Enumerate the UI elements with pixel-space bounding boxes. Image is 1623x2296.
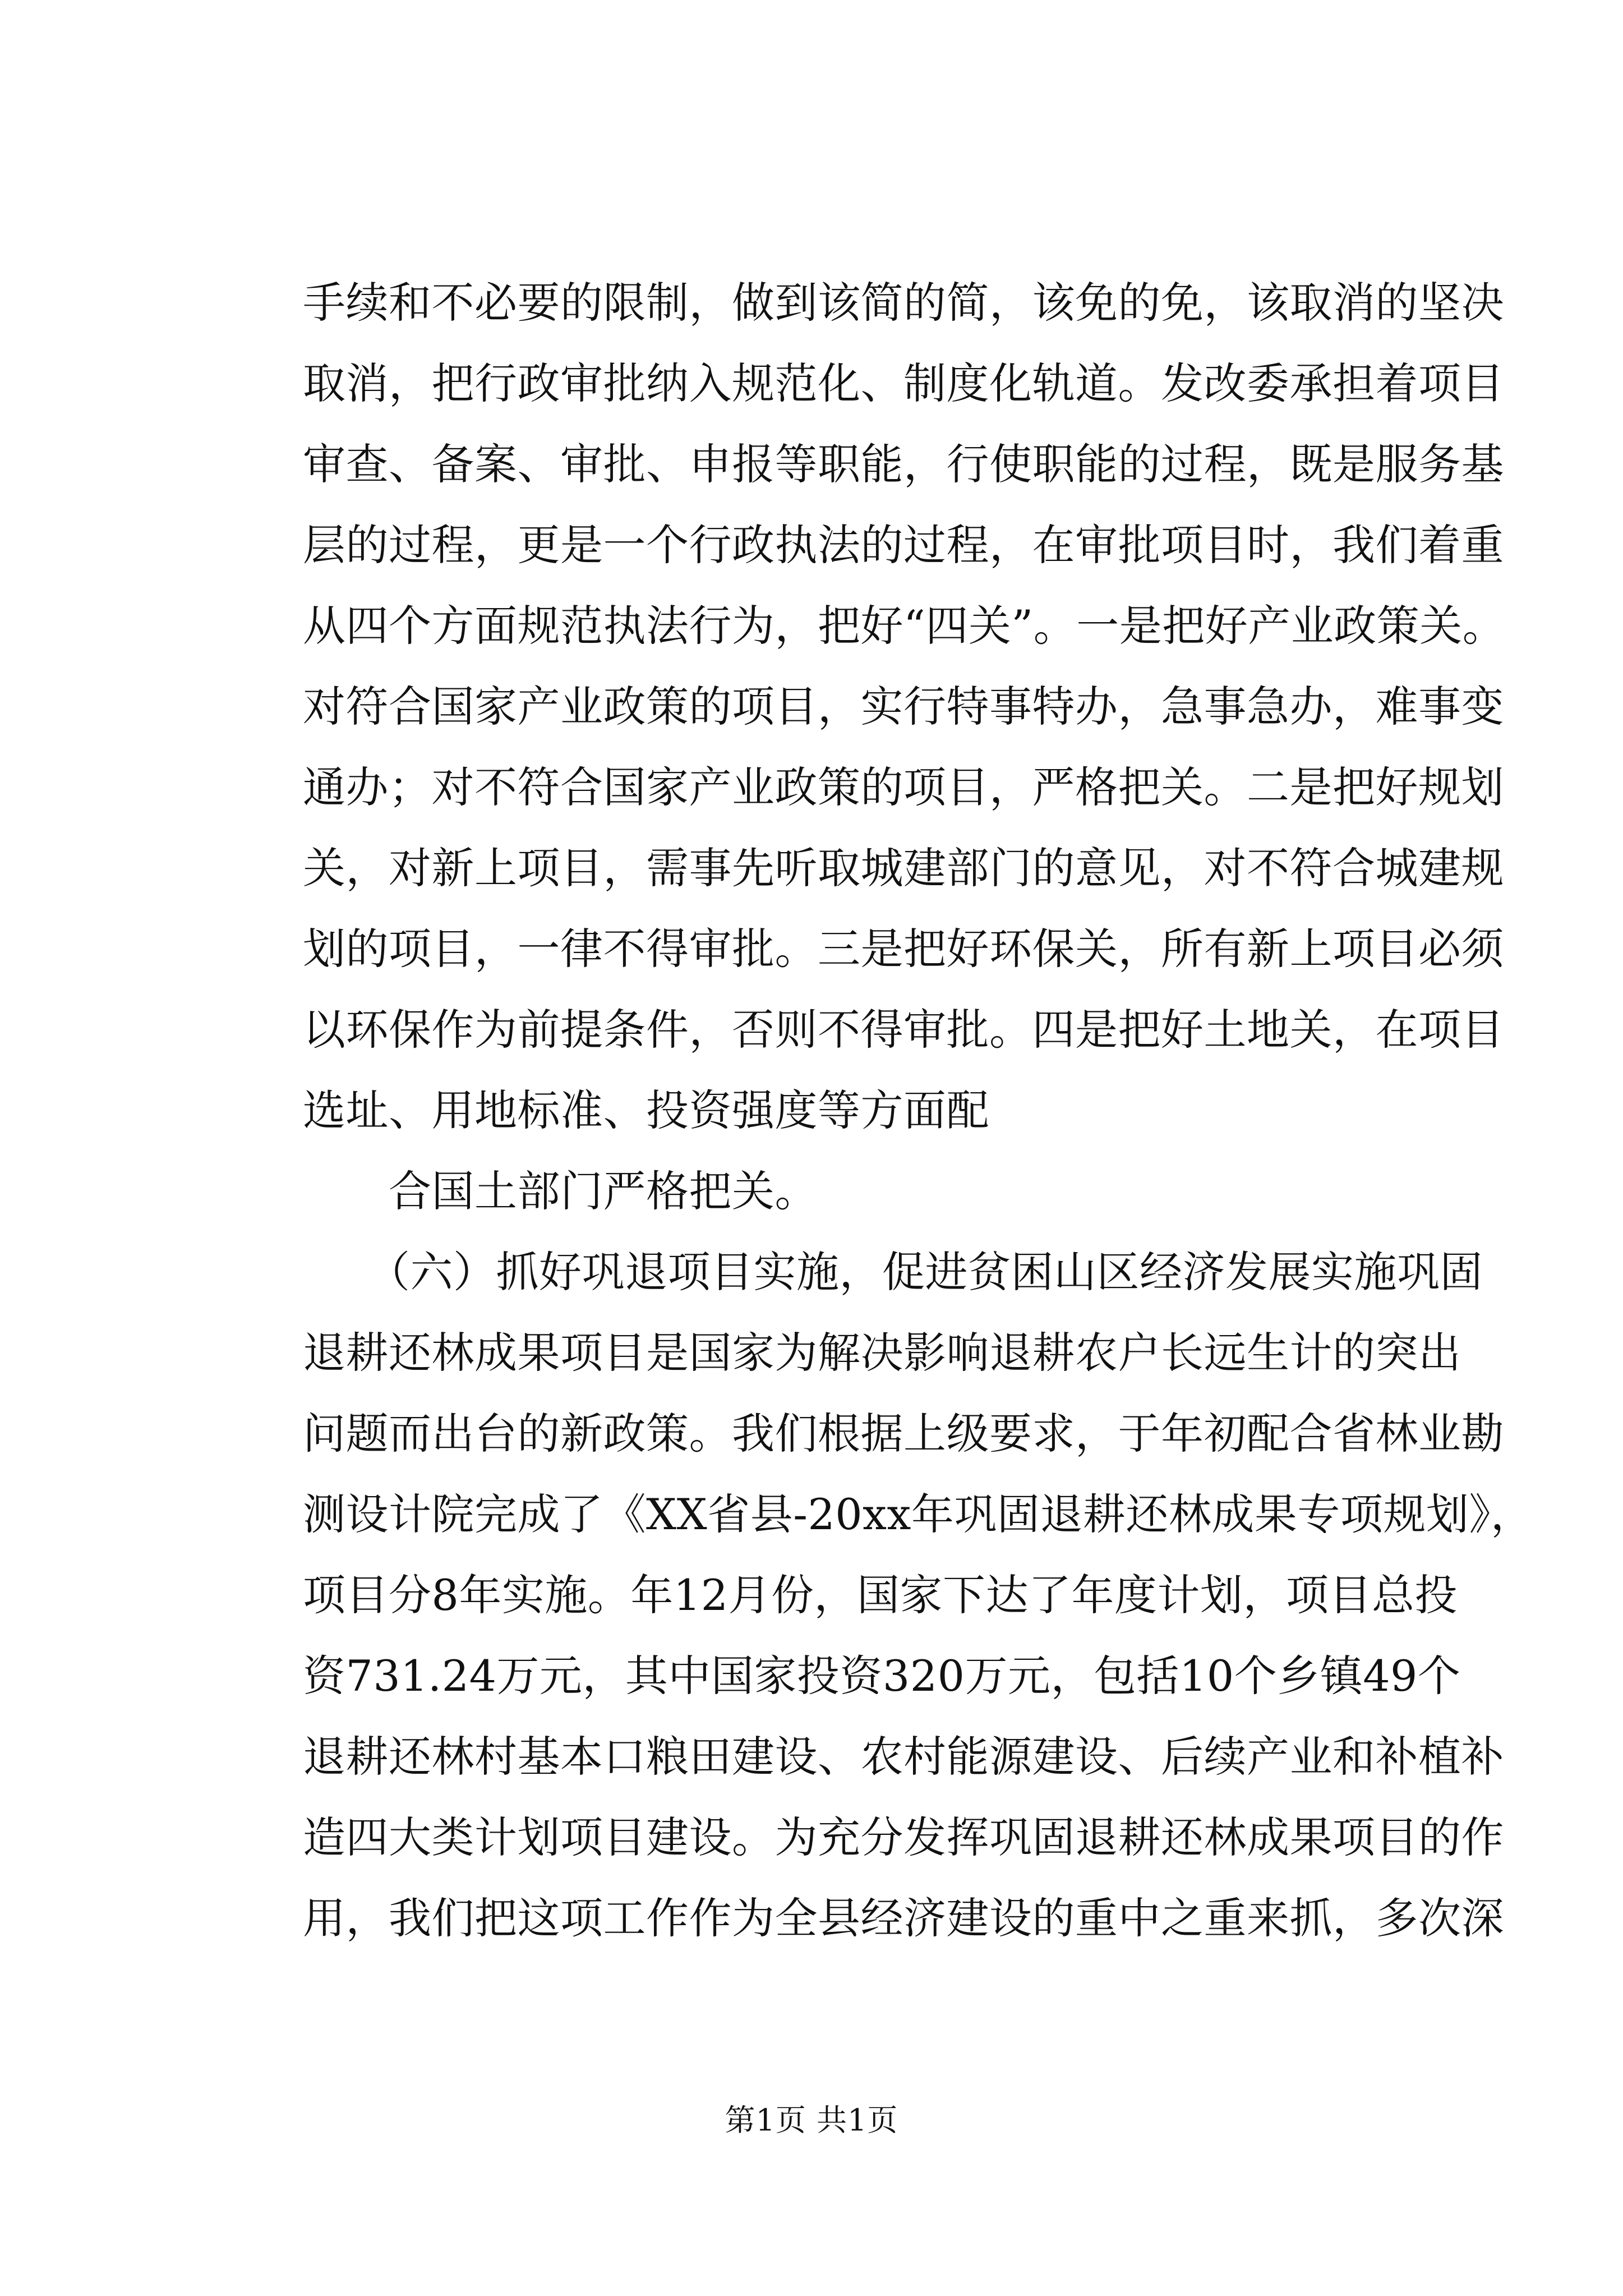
text-line: 项目分8年实施。年12月份，国家下达了年度计划，项目总投 (303, 1570, 1458, 1620)
text-line: 对符合国家产业政策的项目，实行特事特办，急事急办，难事变 (303, 682, 1504, 731)
text-line: 取消，把行政审批纳入规范化、制度化轨道。发改委承担着项目 (303, 358, 1504, 408)
text-line: 问题而出台的新政策。我们根据上级要求，于年初配合省林业勘 (303, 1409, 1504, 1458)
text-line: 从四个方面规范执法行为，把好“四关”。一是把好产业政策关。 (303, 601, 1506, 651)
text-line: 手续和不必要的限制，做到该简的简，该免的免，该取消的坚决 (303, 278, 1504, 328)
text-line: 退耕还林成果项目是国家为解决影响退耕农户长远生计的突出 (303, 1328, 1461, 1378)
text-line: 退耕还林村基本口粮田建设、农村能源建设、后续产业和补植补 (303, 1732, 1504, 1782)
text-line: 审查、备案、审批、申报等职能，行使职能的过程，既是服务基 (303, 439, 1504, 489)
text-line: 划的项目，一律不得审批。三是把好环保关，所有新上项目必须 (303, 924, 1504, 974)
text-line: 关，对新上项目，需事先听取城建部门的意见，对不符合城建规 (303, 843, 1504, 893)
text-line: 造四大类计划项目建设。为充分发挥巩固退耕还林成果项目的作 (303, 1812, 1504, 1862)
text-line: 层的过程，更是一个行政执法的过程，在审批项目时，我们着重 (303, 520, 1504, 570)
text-line: 资731.24万元，其中国家投资320万元，包括10个乡镇49个 (303, 1651, 1461, 1701)
page-footer (0, 2101, 1623, 2140)
text-line: 以环保作为前提条件，否则不得审批。四是把好土地关，在项目 (303, 1005, 1504, 1055)
text-line: 测设计院完成了《XX省县-20xx年巩固退耕还林成果专项规划》， (303, 1489, 1534, 1539)
text-line: 选址、用地标准、投资强度等方面配 (303, 1085, 989, 1135)
page-number-label: 第1页 共1页 (725, 2102, 898, 2138)
text-line: （六）抓好巩退项目实施，促进贫困山区经济发展实施巩固 (303, 1247, 1483, 1297)
text-line: 合国土部门严格把关。 (303, 1166, 818, 1216)
text-line: 通办；对不符合国家产业政策的项目，严格把关。二是把好规划 (303, 762, 1504, 812)
text-line: 用，我们把这项工作作为全县经济建设的重中之重来抓，多次深 (303, 1893, 1504, 1943)
body-text (303, 263, 1534, 1959)
